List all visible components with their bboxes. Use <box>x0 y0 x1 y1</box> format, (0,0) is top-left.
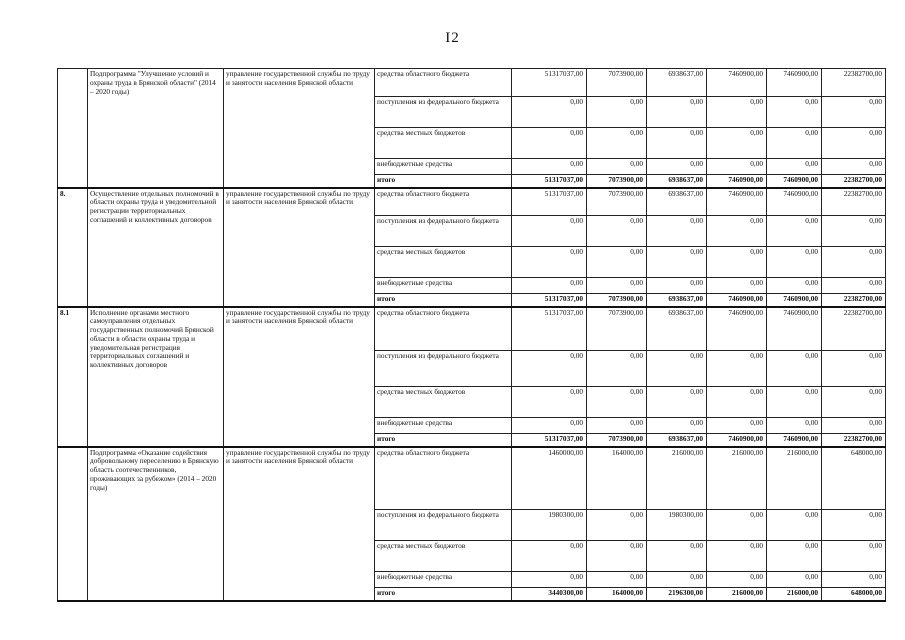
total-cell: 3440300,00 <box>512 588 587 601</box>
years-2018-2020-cell: 0,00 <box>822 128 886 159</box>
year-2016-cell: 7460900,00 <box>707 188 767 216</box>
funding-table <box>57 68 886 602</box>
year-2017-cell: 0,00 <box>767 247 822 278</box>
table-row <box>58 447 886 510</box>
years-2018-2020-cell: 0,00 <box>822 97 886 128</box>
index-cell <box>58 69 88 188</box>
year-2017-cell: 0,00 <box>767 418 822 434</box>
table-row <box>58 188 886 216</box>
year-2015-cell: 0,00 <box>647 278 707 294</box>
year-2015-cell: 2196300,00 <box>647 588 707 601</box>
year-2015-cell: 0,00 <box>647 128 707 159</box>
year-2014-cell: 0,00 <box>587 510 647 541</box>
funding-source-cell: итого <box>375 175 512 188</box>
year-2017-cell: 7460900,00 <box>767 307 822 351</box>
total-cell: 51317037,00 <box>512 294 587 307</box>
year-2014-cell: 7073900,00 <box>587 175 647 188</box>
year-2015-cell: 0,00 <box>647 159 707 175</box>
year-2017-cell: 7460900,00 <box>767 188 822 216</box>
year-2014-cell: 0,00 <box>587 541 647 572</box>
total-cell: 0,00 <box>512 128 587 159</box>
years-2018-2020-cell: 22382700,00 <box>822 294 886 307</box>
year-2014-cell: 0,00 <box>587 572 647 588</box>
total-cell: 51317037,00 <box>512 188 587 216</box>
program-name-cell: Исполнение органами местного самоуправления отдельных государственных полномочий Брянской области в области охраны труда и уведомительная регистрация территориальных соглашений и коллективных договоров <box>88 307 224 447</box>
year-2016-cell: 0,00 <box>707 216 767 247</box>
year-2015-cell: 0,00 <box>647 247 707 278</box>
total-cell: 0,00 <box>512 351 587 387</box>
years-2018-2020-cell: 0,00 <box>822 247 886 278</box>
year-2014-cell: 0,00 <box>587 418 647 434</box>
funding-source-cell: средства местных бюджетов <box>375 541 512 572</box>
funding-source-cell: средства областного бюджета <box>375 69 512 97</box>
year-2014-cell: 7073900,00 <box>587 307 647 351</box>
funding-source-cell: поступления из федерального бюджета <box>375 510 512 541</box>
year-2016-cell: 7460900,00 <box>707 69 767 97</box>
years-2018-2020-cell: 0,00 <box>822 351 886 387</box>
total-cell: 1460000,00 <box>512 447 587 510</box>
page-number: I2 <box>445 30 460 46</box>
year-2016-cell: 0,00 <box>707 128 767 159</box>
funding-source-cell: средства областного бюджета <box>375 447 512 510</box>
funding-source-cell: итого <box>375 588 512 601</box>
index-cell: 8.1 <box>58 307 88 447</box>
index-cell <box>58 447 88 601</box>
total-cell: 51317037,00 <box>512 175 587 188</box>
year-2015-cell: 0,00 <box>647 418 707 434</box>
year-2015-cell: 6938637,00 <box>647 294 707 307</box>
total-cell: 0,00 <box>512 247 587 278</box>
year-2017-cell: 7460900,00 <box>767 175 822 188</box>
year-2014-cell: 0,00 <box>587 387 647 418</box>
year-2016-cell: 0,00 <box>707 351 767 387</box>
year-2017-cell: 0,00 <box>767 572 822 588</box>
year-2015-cell: 0,00 <box>647 351 707 387</box>
year-2014-cell: 0,00 <box>587 247 647 278</box>
year-2017-cell: 216000,00 <box>767 447 822 510</box>
executor-cell: управление государственной службы по труду и занятости населения Брянской области <box>224 447 375 601</box>
years-2018-2020-cell: 648000,00 <box>822 447 886 510</box>
years-2018-2020-cell: 22382700,00 <box>822 307 886 351</box>
year-2015-cell: 0,00 <box>647 572 707 588</box>
funding-source-cell: итого <box>375 434 512 447</box>
total-cell: 0,00 <box>512 418 587 434</box>
year-2015-cell: 0,00 <box>647 387 707 418</box>
year-2015-cell: 1980300,00 <box>647 510 707 541</box>
executor-cell: управление государственной службы по труду и занятости населения Брянской области <box>224 188 375 307</box>
funding-source-cell: внебюджетные средства <box>375 278 512 294</box>
funding-source-cell: поступления из федерального бюджета <box>375 216 512 247</box>
year-2016-cell: 0,00 <box>707 159 767 175</box>
year-2016-cell: 0,00 <box>707 278 767 294</box>
funding-source-cell: средства областного бюджета <box>375 307 512 351</box>
years-2018-2020-cell: 648000,00 <box>822 588 886 601</box>
year-2014-cell: 0,00 <box>587 128 647 159</box>
year-2015-cell: 0,00 <box>647 216 707 247</box>
total-cell: 51317037,00 <box>512 69 587 97</box>
funding-source-cell: итого <box>375 294 512 307</box>
years-2018-2020-cell: 22382700,00 <box>822 69 886 97</box>
total-cell: 0,00 <box>512 216 587 247</box>
years-2018-2020-cell: 22382700,00 <box>822 434 886 447</box>
funding-source-cell: внебюджетные средства <box>375 418 512 434</box>
funding-source-cell: средства местных бюджетов <box>375 128 512 159</box>
year-2017-cell: 0,00 <box>767 351 822 387</box>
year-2015-cell: 0,00 <box>647 541 707 572</box>
year-2016-cell: 0,00 <box>707 247 767 278</box>
year-2016-cell: 7460900,00 <box>707 434 767 447</box>
year-2016-cell: 0,00 <box>707 418 767 434</box>
year-2014-cell: 0,00 <box>587 216 647 247</box>
table-row <box>58 307 886 351</box>
years-2018-2020-cell: 0,00 <box>822 159 886 175</box>
years-2018-2020-cell: 0,00 <box>822 216 886 247</box>
total-cell: 51317037,00 <box>512 434 587 447</box>
year-2016-cell: 0,00 <box>707 541 767 572</box>
years-2018-2020-cell: 22382700,00 <box>822 188 886 216</box>
year-2017-cell: 0,00 <box>767 278 822 294</box>
total-cell: 51317037,00 <box>512 307 587 351</box>
funding-source-cell: средства местных бюджетов <box>375 387 512 418</box>
year-2014-cell: 0,00 <box>587 159 647 175</box>
year-2017-cell: 7460900,00 <box>767 434 822 447</box>
year-2014-cell: 0,00 <box>587 351 647 387</box>
years-2018-2020-cell: 0,00 <box>822 510 886 541</box>
year-2017-cell: 0,00 <box>767 387 822 418</box>
year-2017-cell: 7460900,00 <box>767 69 822 97</box>
program-name-cell: Подпрограмма «Оказание содействия добровольному переселению в Брянскую область соотечественников, проживающих за рубежом» (2014 – 2020 годы) <box>88 447 224 601</box>
year-2016-cell: 7460900,00 <box>707 294 767 307</box>
program-name-cell: Осуществление отдельных полномочий в области охраны труда и уведомительной регистрации территориальных соглашений и коллективных договоров <box>88 188 224 307</box>
program-name-cell: Подпрограмма "Улучшение условий и охраны труда в Брянской области" (2014 – 2020 годы) <box>88 69 224 188</box>
year-2017-cell: 0,00 <box>767 216 822 247</box>
year-2015-cell: 6938637,00 <box>647 188 707 216</box>
years-2018-2020-cell: 0,00 <box>822 572 886 588</box>
year-2016-cell: 0,00 <box>707 572 767 588</box>
years-2018-2020-cell: 0,00 <box>822 418 886 434</box>
year-2016-cell: 216000,00 <box>707 588 767 601</box>
year-2015-cell: 6938637,00 <box>647 307 707 351</box>
years-2018-2020-cell: 0,00 <box>822 278 886 294</box>
executor-cell: управление государственной службы по труду и занятости населения Брянской области <box>224 307 375 447</box>
year-2017-cell: 0,00 <box>767 541 822 572</box>
total-cell: 0,00 <box>512 541 587 572</box>
year-2017-cell: 216000,00 <box>767 588 822 601</box>
index-cell: 8. <box>58 188 88 307</box>
total-cell: 0,00 <box>512 97 587 128</box>
table-row <box>58 69 886 97</box>
year-2015-cell: 216000,00 <box>647 447 707 510</box>
year-2016-cell: 216000,00 <box>707 447 767 510</box>
year-2016-cell: 7460900,00 <box>707 307 767 351</box>
year-2017-cell: 0,00 <box>767 97 822 128</box>
funding-source-cell: поступления из федерального бюджета <box>375 97 512 128</box>
years-2018-2020-cell: 22382700,00 <box>822 175 886 188</box>
year-2014-cell: 0,00 <box>587 97 647 128</box>
year-2017-cell: 0,00 <box>767 128 822 159</box>
funding-source-cell: поступления из федерального бюджета <box>375 351 512 387</box>
year-2016-cell: 0,00 <box>707 510 767 541</box>
year-2014-cell: 0,00 <box>587 278 647 294</box>
funding-source-cell: средства местных бюджетов <box>375 247 512 278</box>
executor-cell: управление государственной службы по труду и занятости населения Брянской области <box>224 69 375 188</box>
year-2017-cell: 0,00 <box>767 159 822 175</box>
year-2014-cell: 7073900,00 <box>587 434 647 447</box>
total-cell: 1980300,00 <box>512 510 587 541</box>
funding-source-cell: внебюджетные средства <box>375 572 512 588</box>
year-2017-cell: 7460900,00 <box>767 294 822 307</box>
funding-source-cell: внебюджетные средства <box>375 159 512 175</box>
year-2014-cell: 7073900,00 <box>587 69 647 97</box>
year-2015-cell: 6938637,00 <box>647 434 707 447</box>
year-2015-cell: 0,00 <box>647 97 707 128</box>
year-2016-cell: 7460900,00 <box>707 175 767 188</box>
year-2014-cell: 164000,00 <box>587 588 647 601</box>
year-2017-cell: 0,00 <box>767 510 822 541</box>
year-2014-cell: 7073900,00 <box>587 188 647 216</box>
funding-source-cell: средства областного бюджета <box>375 188 512 216</box>
year-2014-cell: 7073900,00 <box>587 294 647 307</box>
total-cell: 0,00 <box>512 387 587 418</box>
years-2018-2020-cell: 0,00 <box>822 541 886 572</box>
total-cell: 0,00 <box>512 278 587 294</box>
year-2014-cell: 164000,00 <box>587 447 647 510</box>
year-2016-cell: 0,00 <box>707 387 767 418</box>
year-2015-cell: 6938637,00 <box>647 69 707 97</box>
years-2018-2020-cell: 0,00 <box>822 387 886 418</box>
total-cell: 0,00 <box>512 159 587 175</box>
year-2016-cell: 0,00 <box>707 97 767 128</box>
year-2015-cell: 6938637,00 <box>647 175 707 188</box>
total-cell: 0,00 <box>512 572 587 588</box>
